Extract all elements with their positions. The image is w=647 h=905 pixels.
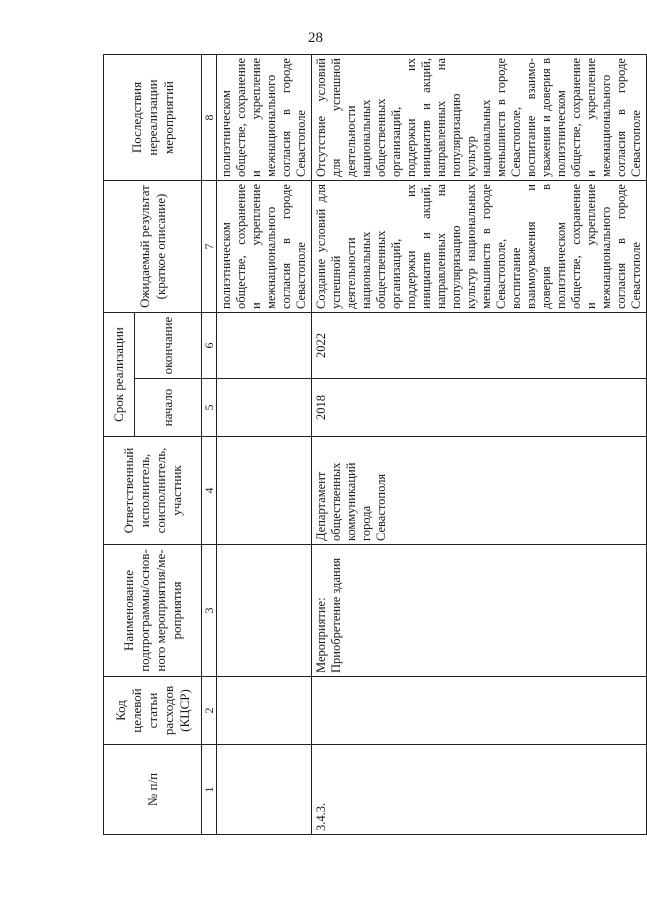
- header-name: Наименование подпрограммы/основ-ного мероприятия/ме-роприятия: [104, 545, 202, 677]
- header-number: № п/п: [104, 745, 202, 835]
- row-number: 3.4.3.: [312, 745, 647, 835]
- column-number: 4: [202, 437, 217, 545]
- column-numbers-row: [202, 55, 217, 835]
- page-number: 28: [308, 30, 323, 46]
- row-end: [217, 313, 312, 379]
- header-kcsr: Код целевой статьи расходов (КЦСР): [104, 677, 202, 745]
- row-end: 2022: [312, 313, 647, 379]
- rotated-table-page: [103, 55, 643, 835]
- row-consequences: Отсутствие условий для успешной деятельности национальных общественных организаций, поддержки их инициатив и акций, направленных на популяризацию культур национальных меньшинств в городе Севастополе, воспитание взаимо-уважения и доверия в полиэтническом обществе, сохранение и укрепление межнационального согласия в городе Севастополе: [312, 55, 647, 181]
- table-row: [312, 55, 647, 835]
- header-start: начало: [135, 379, 202, 437]
- header-executor: Ответственный исполнитель, соисполнитель, участник: [104, 437, 202, 545]
- row-consequences: полиэтническом обществе, сохранение и укрепление межнационального согласия в городе Севастополе: [217, 55, 312, 181]
- row-name: [217, 545, 312, 677]
- header-period: Срок реализации: [104, 313, 135, 437]
- column-number: 2: [202, 677, 217, 745]
- row-start: 2018: [312, 379, 647, 437]
- row-result: Создание условий для успешной деятельности национальных общественных организаций, поддержки их инициатив и акций, направленных на популяризацию культур национальных меньшинств в городе Севастополе, воспитание взаимоуважения и доверия в полиэтническом обществе, сохранение и укрепление межнационального согласия в городе Севастополе: [312, 181, 647, 313]
- row-number: [217, 745, 312, 835]
- column-number: 5: [202, 379, 217, 437]
- row-result: полиэтническом обществе, сохранение и укрепление межнационального согласия в городе Севастополе: [217, 181, 312, 313]
- header-end: окончание: [135, 313, 202, 379]
- row-kcsr: [312, 677, 647, 745]
- row-executor: Департамент общественных коммуникаций города Севастополя: [312, 437, 647, 545]
- header-consequences: Последствия нереализации мероприятий: [104, 55, 202, 181]
- column-number: 8: [202, 55, 217, 181]
- row-start: [217, 379, 312, 437]
- column-number: 1: [202, 745, 217, 835]
- column-number: 3: [202, 545, 217, 677]
- program-activities-table: [103, 54, 647, 835]
- row-name: Мероприятие: Приобретение здания: [312, 545, 647, 677]
- table-row: [217, 55, 312, 835]
- header-result: Ожидаемый результат (краткое описание): [104, 181, 202, 313]
- column-number: 6: [202, 313, 217, 379]
- row-executor: [217, 437, 312, 545]
- row-kcsr: [217, 677, 312, 745]
- column-number: 7: [202, 181, 217, 313]
